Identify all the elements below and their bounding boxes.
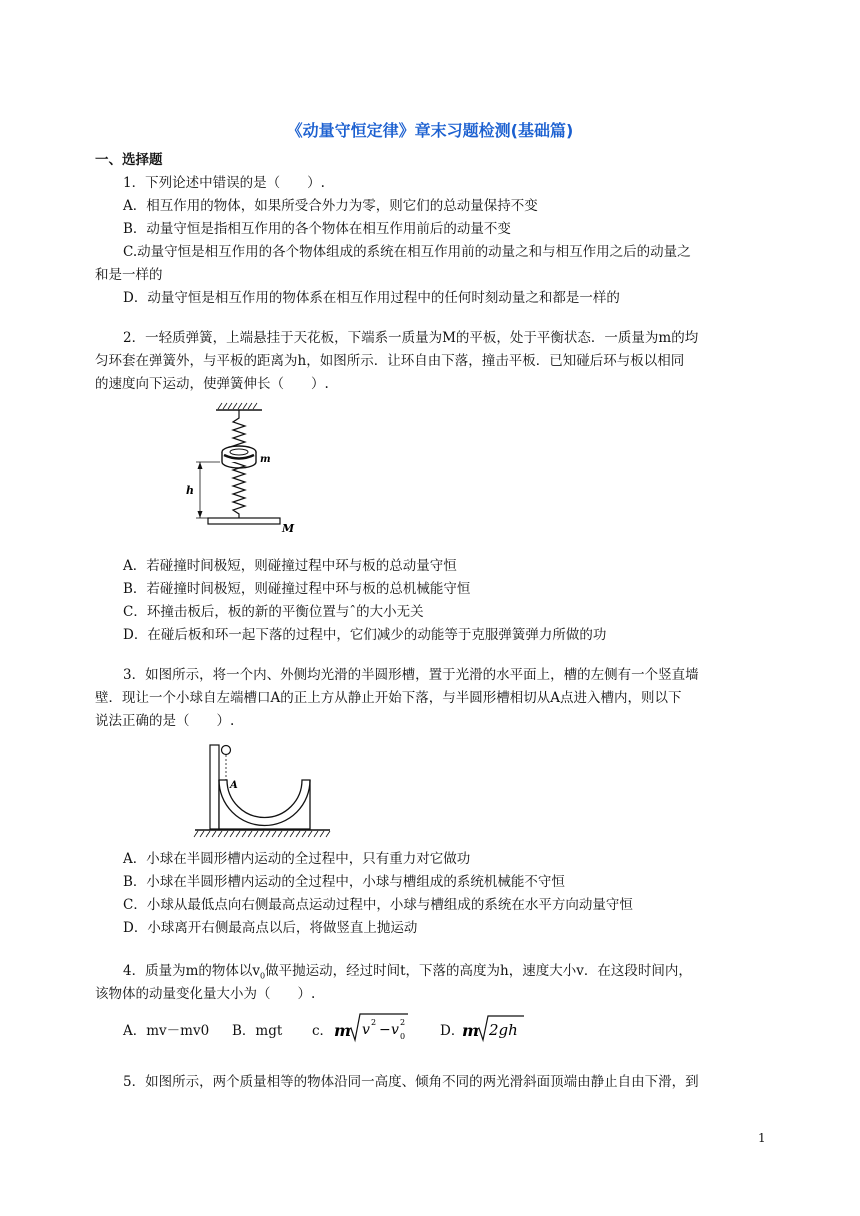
q2-stem-line3: 的速度向下运动，使弹簧伸长（ ）. [95,376,329,392]
q4-option-c-label: c． [312,1023,334,1039]
q4-stem-line1 [123,962,692,986]
q2-stem-line2: 匀环套在弹簧外，与平板的距离为h，如图所示．让环自由下落，撞击平板．已知碰后环与板以相同 [95,353,685,369]
q3-stem-line1: 3．如图所示，将一个内、外侧均光滑的半圆形槽，置于光滑的水平面上，槽的左侧有一个竖直墙 [123,667,699,683]
q4-option-b: B．mgt [232,1023,283,1039]
q2-stem-line1: 2．一轻质弹簧，上端悬挂于天花板，下端系一质量为M的平板，处于平衡状态．一质量为m的均 [123,330,699,346]
q1-option-c-line2: 和是一样的 [95,267,163,283]
q4-option-a: A．mv－mv0 [123,1023,210,1039]
formula-c-minus: − [379,1022,391,1038]
formula-c-v: v [362,1022,370,1038]
formula-c-v0: v [391,1022,399,1038]
label-h: h [186,484,194,497]
q4-option-d-label: D． [440,1023,465,1039]
label-M: M [282,522,295,535]
q3-option-b: B．小球在半圆形槽内运动的全过程中，小球与槽组成的系统机械能不守恒 [123,874,565,890]
q3-option-c: C．小球从最低点向右侧最高点运动过程中，小球与槽组成的系统在水平方向动量守恒 [123,897,633,913]
q5-stem-line1: 5．如图所示，两个质量相等的物体沿同一高度、倾角不同的两光滑斜面顶端由静止自由下滑，到 [123,1074,699,1090]
q4-stem-subscript: 0 [260,971,266,981]
q3-stem-line2: 壁．现让一个小球自左端槽口A的正上方从静止开始下落，与半圆形槽相切从A点进入槽内，则以下 [95,690,682,706]
q3-stem-line3: 说法正确的是（ ）. [95,713,235,729]
spring-ring-figure [180,400,295,545]
q4-option-c-formula [334,1010,414,1044]
formula-d-2gh: 2gh [489,1021,518,1039]
page-title: 《动量守恒定律》章末习题检测(基础篇) [286,121,574,140]
label-m: m [260,454,271,465]
q4-stem-line2: 该物体的动量变化量大小为（ ）. [95,986,316,1002]
formula-c-m: m [334,1021,351,1040]
q1-option-b: B．动量守恒是指相互作用的各个物体在相互作用前后的动量不变 [123,221,511,237]
formula-c-sup1: 2 [371,1018,377,1027]
page-number: 1 [758,1131,766,1145]
q3-option-a: A．小球在半圆形槽内运动的全过程中，只有重力对它做功 [123,851,471,867]
q2-option-a: A．若碰撞时间极短，则碰撞过程中环与板的总动量守恒 [123,558,457,574]
semicircle-trough-figure [190,740,340,840]
q1-stem: 1．下列论述中错误的是（ ）. [123,175,325,191]
q4-stem-part1: 4．质量为m的物体以v [123,963,261,979]
q1-option-d: D．动量守恒是相互作用的物体系在相互作用过程中的任何时刻动量之和都是一样的 [123,290,620,306]
q4-stem-part2: 做平抛运动，经过时间t，下落的高度为h，速度大小v．在这段时间内， [265,963,692,979]
q3-option-d: D．小球离开右侧最高点以后，将做竖直上抛运动 [123,920,418,936]
formula-c-sub0: 0 [400,1032,406,1041]
q1-option-a: A．相互作用的物体，如果所受合外力为零，则它们的总动量保持不变 [123,198,538,214]
formula-c-sup2: 2 [400,1018,406,1027]
section-heading: 一、选择题 [95,152,163,168]
label-a: A [230,780,238,791]
q2-option-d: D．在碰后板和环一起下落的过程中，它们减少的动能等于克服弹簧弹力所做的功 [123,627,607,643]
q2-option-c: C．环撞击板后，板的新的平衡位置与ˆ的大小无关 [123,604,424,620]
q4-option-d-formula [462,1010,528,1044]
q1-option-c-line1: C.动量守恒是相互作用的各个物体组成的系统在相互作用前的动量之和与相互作用之后的动量之 [123,244,691,260]
q2-option-b: B．若碰撞时间极短，则碰撞过程中环与板的总机械能守恒 [123,581,471,597]
formula-d-m: m [462,1021,479,1040]
